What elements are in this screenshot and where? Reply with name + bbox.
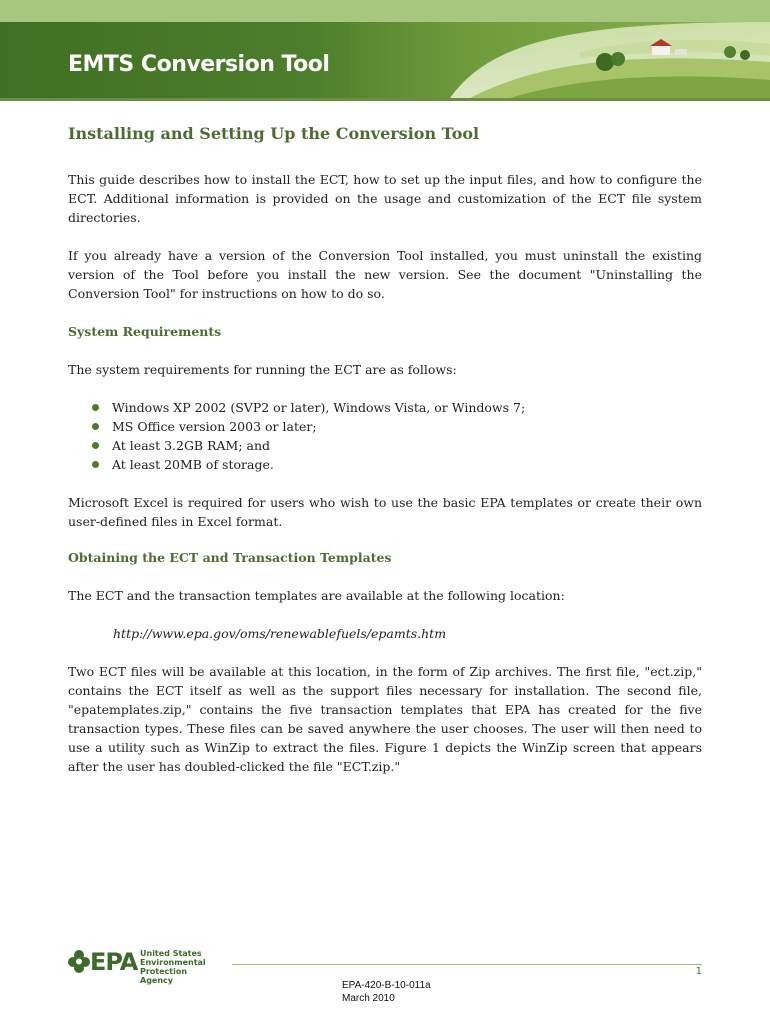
header-top-strip xyxy=(0,0,770,22)
list-item: At least 3.2GB RAM; and xyxy=(92,436,702,455)
agency-name: United States Environmental Protection Agency xyxy=(140,949,206,985)
header-banner xyxy=(0,22,770,98)
banner-title: EMTS Conversion Tool xyxy=(68,52,330,77)
system-requirements-intro: The system requirements for running the ECT are as follows: xyxy=(68,362,457,377)
intro-paragraph-1: This guide describes how to install the ECT, how to set up the input files, and how to configure the ECT. Additional information is provided on the usage and customization of the ECT file system directories. xyxy=(68,172,702,225)
page-title: Installing and Setting Up the Conversion Tool xyxy=(68,124,480,143)
document-identifier xyxy=(342,979,431,1005)
page-number: 1 xyxy=(695,966,702,977)
list-item: At least 20MB of storage. xyxy=(92,455,702,474)
system-requirements-heading: System Requirements xyxy=(68,324,222,339)
list-item: MS Office version 2003 or later; xyxy=(92,417,702,436)
bullet-icon xyxy=(92,404,99,411)
download-url: http://www.epa.gov/oms/renewablefuels/epamts.htm xyxy=(113,626,447,641)
closing-paragraph: Two ECT files will be available at this location, in the form of Zip archives. The first file, "ect.zip," contains the ECT itself as well as the support files necessary for installation. The second file, "epatemplates.zip," contains the five transaction templates that EPA has created for the five transaction types. These files can be saved anywhere the user chooses. The user will then need to use a utility such as WinZip to extract the files. Figure 1 depicts the WinZip screen that appears after the user has doubled-clicked the file "ECT.zip." xyxy=(68,664,702,774)
obtaining-intro: The ECT and the transaction templates are available at the following location: xyxy=(68,588,565,603)
requirements-list xyxy=(68,398,702,474)
doc-date: March 2010 xyxy=(342,993,395,1004)
epa-flower-icon xyxy=(68,948,90,974)
bullet-icon xyxy=(92,442,99,449)
banner-divider xyxy=(0,98,770,101)
document-body xyxy=(68,120,702,776)
obtaining-templates-heading: Obtaining the ECT and Transaction Templates xyxy=(68,550,392,565)
footer-divider xyxy=(232,964,702,965)
list-item: Windows XP 2002 (SVP2 or later), Windows Vista, or Windows 7; xyxy=(92,398,702,417)
epa-logo-letters: EPA xyxy=(90,948,138,976)
bullet-icon xyxy=(92,423,99,430)
intro-paragraph-2: If you already have a version of the Conversion Tool installed, you must uninstall the existing version of the Tool before you install the new version. See the document "Uninstalling the Conversion Tool" for instructions on how to do so. xyxy=(68,248,702,301)
bullet-icon xyxy=(92,461,99,468)
landscape-illustration xyxy=(430,22,770,98)
doc-id: EPA-420-B-10-011a xyxy=(342,980,431,991)
epa-logo xyxy=(68,948,238,985)
excel-note-paragraph: Microsoft Excel is required for users who wish to use the basic EPA templates or create their own user-defined files in Excel format. xyxy=(68,495,702,529)
